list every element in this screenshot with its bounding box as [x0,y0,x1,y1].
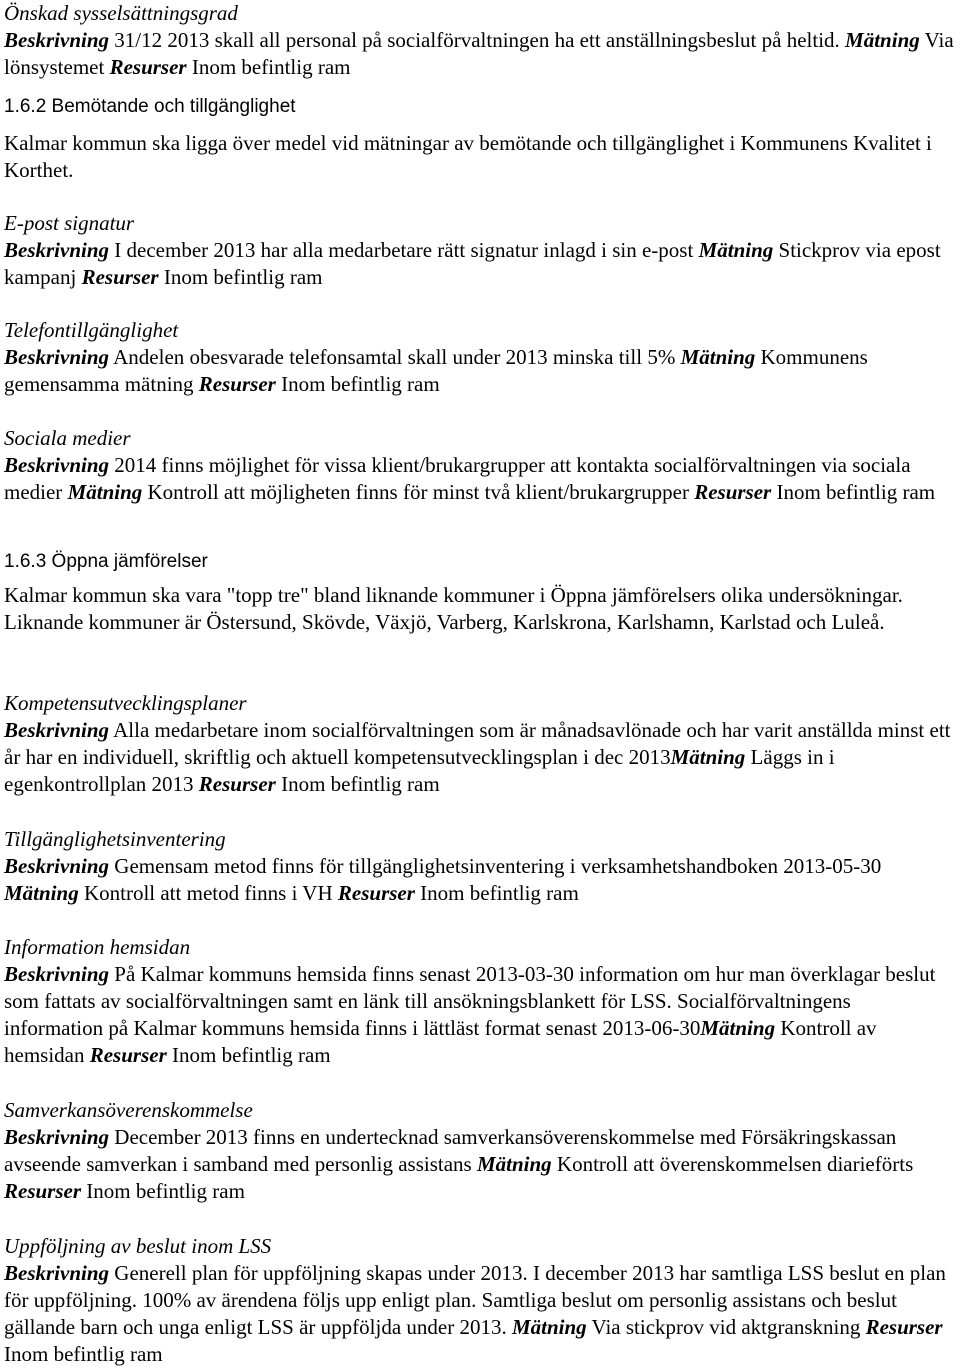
goal-description: Generell plan för uppföljning skapas under 2013. I december 2013 har samtliga LSS beslut en plan för uppföljning. 100% av ärendena följs upp enligt plan. Samtliga beslut om personlig assistans och beslut gällande barn och unga enligt LSS är uppföljda under 2013. [4,1261,946,1339]
label-beskrivning: Beskrivning [4,28,110,52]
goal-measurement: Via stickprov vid aktgranskning [591,1315,861,1339]
goal-description: 2014 finns möjlighet för vissa klient/brukargrupper att kontakta socialförvaltningen via sociala medier [4,453,911,504]
goal-body [4,1124,954,1205]
label-resurser: Resurser [337,881,415,905]
label-resurser: Resurser [198,772,276,796]
goal-description: På Kalmar kommuns hemsida finns senast 2013-03-30 information om hur man överklagar beslut som fattats av socialförvaltningen samt en länk till ansökningsblankett för LSS. Socialförvaltningens information på Kalmar kommuns hemsida finns i lättläst format senast 2013-06-30 [4,962,936,1040]
goal-block [4,1233,954,1368]
goal-resources: Inom befintlig ram [420,881,579,905]
label-resurser: Resurser [89,1043,167,1067]
goal-body [4,452,954,506]
goal-block [4,690,954,798]
label-beskrivning: Beskrivning [4,718,110,742]
goal-description: Gemensam metod finns för tillgänglighetsinventering i verksamhetshandboken 2013-05-30 [114,854,882,878]
goal-resources: Inom befintlig ram [191,55,351,79]
label-beskrivning: Beskrivning [4,1125,110,1149]
goal-title: Samverkansöverenskommelse [4,1098,253,1122]
label-matning: Mätning [845,28,920,52]
goal-resources: Inom befintlig ram [281,372,440,396]
goal-body [4,717,954,798]
goal-title: Önskad sysselsättningsgrad [4,1,238,25]
goal-body [4,237,954,291]
goal-title: Kompetensutvecklingsplaner [4,691,247,715]
goal-body [4,961,954,1069]
goal-description: Andelen obesvarade telefonsamtal skall under 2013 minska till 5% [113,345,676,369]
goal-body [4,344,954,398]
goal-body [4,27,954,81]
label-matning: Mätning [476,1152,552,1176]
label-beskrivning: Beskrivning [4,854,110,878]
goal-resources: Inom befintlig ram [163,265,323,289]
goal-title: Telefontillgänglighet [4,318,179,342]
goal-title: Tillgänglighetsinventering [4,827,226,851]
label-matning: Mätning [670,745,746,769]
goal-resources: Inom befintlig ram [172,1043,331,1067]
label-resurser: Resurser [198,372,276,396]
label-beskrivning: Beskrivning [4,962,110,986]
label-matning: Mätning [4,881,79,905]
label-resurser: Resurser [865,1315,943,1339]
goal-measurement: Via lönsystemet [4,28,954,79]
goal-title: Sociala medier [4,426,131,450]
label-resurser: Resurser [81,265,159,289]
label-matning: Mätning [698,238,774,262]
goal-description: Alla medarbetare inom socialförvaltningen som är månadsavlönade och har varit anställda minst ett år har en individuell, skriftlig och aktuell kompetensutvecklingsplan i dec 2013 [4,718,951,769]
section-heading: 1.6.3 Öppna jämförelser [4,551,208,572]
goal-block [4,317,954,398]
goal-block [4,826,954,907]
goal-description: 31/12 2013 skall all personal på socialförvaltningen ha ett anställningsbeslut på heltid. [114,28,840,52]
label-resurser: Resurser [4,1179,82,1203]
goal-measurement: Kommunens gemensamma mätning [4,345,868,396]
label-resurser: Resurser [109,55,187,79]
goal-block [4,1097,954,1205]
goal-block [4,425,954,506]
label-beskrivning: Beskrivning [4,345,110,369]
label-matning: Mätning [511,1315,587,1339]
goal-resources: Inom befintlig ram [281,772,440,796]
label-matning: Mätning [67,480,143,504]
goal-title: Information hemsidan [4,935,191,959]
section-heading: 1.6.2 Bemötande och tillgänglighet [4,96,296,117]
goal-description: I december 2013 har alla medarbetare rätt signatur inlagd i sin e-post [114,238,694,262]
goal-resources: Inom befintlig ram [776,480,936,504]
goal-measurement: Kontroll att metod finns i VH [83,881,333,905]
goal-title: E-post signatur [4,211,135,235]
goal-description: December 2013 finns en undertecknad samverkansöverenskommelse med Försäkringskassan avseende samverkan i samband med personlig assistans [4,1125,897,1176]
goal-measurement: Kontroll att möjligheten finns för minst två klient/brukargrupper [147,480,689,504]
section-text: Kalmar kommun ska ligga över medel vid mätningar av bemötande och tillgänglighet i Kommunens Kvalitet i Korthet. [4,131,932,182]
goal-measurement: Läggs in i egenkontrollplan 2013 [4,745,835,796]
goal-block [4,210,954,291]
label-beskrivning: Beskrivning [4,1261,110,1285]
section-text: Kalmar kommun ska vara "topp tre" bland liknande kommuner i Öppna jämförelsers olika undersökningar. Liknande kommuner är Östersund, Skövde, Växjö, Varberg, Karlskrona, Karlshamn, Karlstad och Luleå. [4,583,903,634]
goal-measurement: Stickprov via epost kampanj [4,238,941,289]
label-matning: Mätning [680,345,756,369]
goal-block [4,934,954,1069]
label-beskrivning: Beskrivning [4,238,110,262]
goal-resources: Inom befintlig ram [4,1342,163,1366]
label-beskrivning: Beskrivning [4,453,110,477]
label-matning: Mätning [700,1016,776,1040]
goal-block [4,0,954,81]
goal-measurement: Kontroll att överenskommelsen diarieförts [556,1152,914,1176]
goal-title: Uppföljning av beslut inom LSS [4,1234,272,1258]
goal-body [4,853,954,907]
label-resurser: Resurser [694,480,772,504]
goal-resources: Inom befintlig ram [86,1179,245,1203]
goal-measurement: Kontroll av hemsidan [4,1016,877,1067]
goal-body [4,1260,954,1368]
